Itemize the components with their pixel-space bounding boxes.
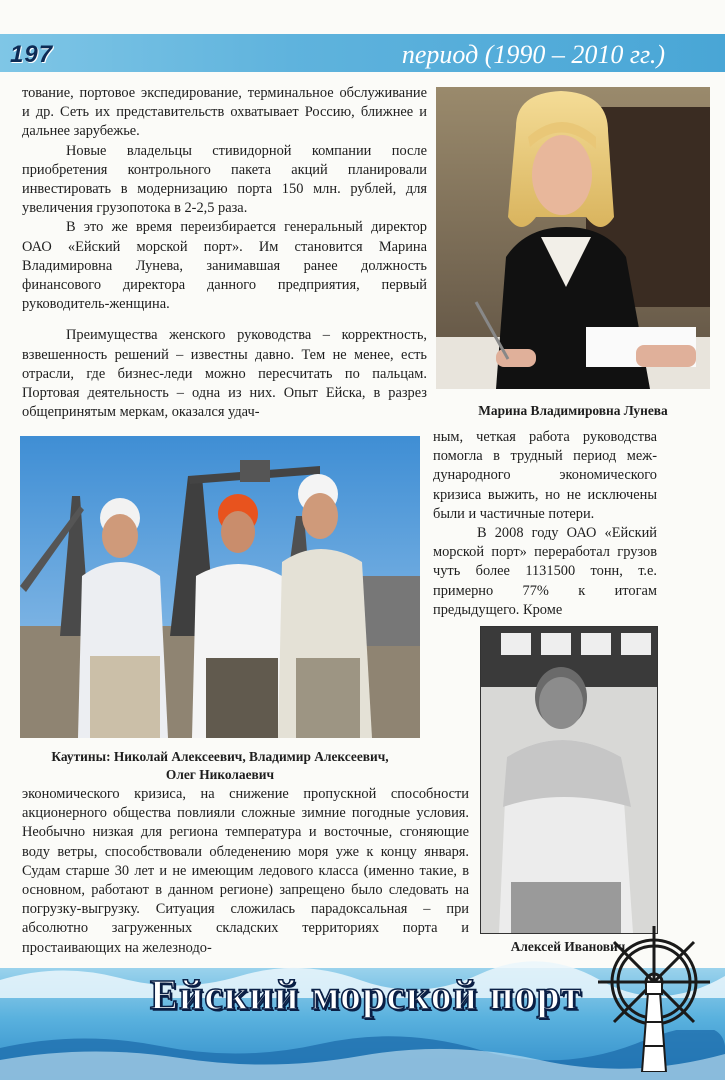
lighthouse-icon: [642, 992, 666, 1072]
photo-alexey-ivanovich: [480, 626, 658, 934]
paragraph: Преимущества женского руководства – корректность, взвешенность решений – известны давно. Тем не менее, есть отрасли, где бизнес-леди можно пересчитать по пальцам. Портовая деятельность – одна из них. Опыт Ейска, в разрез общепринятым меркам, оказался удач-: [22, 327, 427, 421]
caption-line: Олег Николаевич: [165, 767, 275, 782]
caption-luneva: Марина Владимировна Лунева: [478, 403, 668, 418]
paragraph: В это же время переизбирается генеральный директор ОАО «Ейский морской порт». Им становится Марина Владимировна Лунева, занимавшая ранее должность финансового директора данного предприятия, первый руководитель-женщина.: [22, 219, 427, 313]
caption-kautiny: [20, 748, 420, 784]
caption-alexey-ivanovich: Алексей Иванович: [510, 939, 626, 954]
text-column-right: [433, 428, 657, 620]
text-column-top: [22, 84, 427, 422]
photo-luneva: [436, 87, 710, 389]
paragraph: экономического кризиса, на снижение пропускной способности акционерного общества повлияли сложные зимние погодные условия. Необычно низкая для региона температура и восточные, сгоняющие воду ветры, способствовали обледенению моря уже к концу января. Судам старше 30 лет и не имеющим ледового класса (именно такие, в основном, работают в данном регионе) запрещено было следовать на погрузку-выгрузку. Ситуация сложилась парадоксальная – при абсолютно загруженных складских территориях порта и простаивающих на железнодо-: [22, 786, 469, 956]
paragraph: Новые владельцы стивидорной компании после приобретения контрольного пакета акций планировали инвестировать в модернизацию порта 150 млн. рублей, для увеличения грузопотока в 2-2,5 раза.: [22, 142, 427, 217]
ship-wheel-icon: [594, 912, 714, 1072]
footer-title: Ейский морской порт: [150, 973, 582, 1019]
photo-kautiny: [20, 436, 420, 738]
page-number: 197: [10, 41, 54, 68]
paragraph: ным, четкая работа руководства помогла в трудный период международного экономического кризиса выжить, но не исключены были и частичные потери.: [433, 429, 657, 522]
caption-line: Каутины: Николай Алексеевич, Владимир Алексеевич,: [51, 749, 389, 764]
text-column-bottom: [22, 785, 469, 958]
paragraph: тование, портовое экспедирование, терминальное обслуживание и др. Сеть их представительств охватывает Россию, ближнее и дальнее зарубежье.: [22, 85, 427, 140]
paragraph: В 2008 году ОАО «Ейский морской порт» переработал грузов чуть более 1131500 тонн, т.е. примерно 77% к итогам предыдущего. Кроме: [433, 525, 657, 618]
chapter-period: период (1990 – 2010 гг.): [401, 40, 665, 69]
